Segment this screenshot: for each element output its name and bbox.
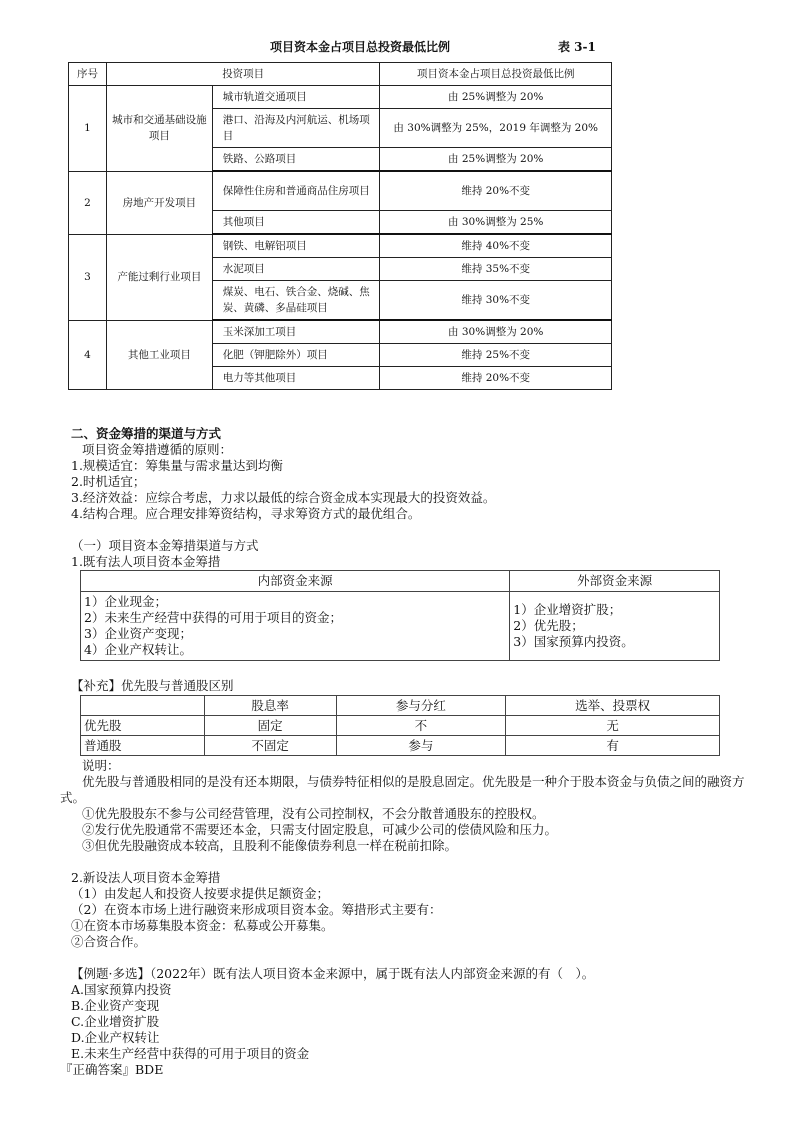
project-ratio: 维持 20%不变 xyxy=(380,171,612,211)
table-cell: 不固定 xyxy=(204,736,336,756)
note-label: 说明： xyxy=(82,758,120,773)
group-number: 4 xyxy=(69,320,107,390)
table-row xyxy=(81,716,720,736)
capital-ratio-table xyxy=(68,62,612,390)
new-entity-heading: 2.新设法人项目资本金筹措 xyxy=(71,870,221,885)
example-option: B.企业资产变现 xyxy=(71,998,160,1013)
table-row xyxy=(69,320,612,344)
project-ratio: 由 30%调整为 20% xyxy=(380,320,612,344)
header-dividend-rate: 股息率 xyxy=(204,696,336,716)
new-entity-line: （1）由发起人和投资人按要求提供足额资金； xyxy=(71,886,329,901)
example-option: D.企业产权转让 xyxy=(71,1030,160,1045)
header-seq: 序号 xyxy=(69,63,107,86)
group-category: 其他工业项目 xyxy=(106,320,212,390)
group-number: 1 xyxy=(69,86,107,172)
funding-source-table xyxy=(80,570,720,661)
project-item: 城市轨道交通项目 xyxy=(212,86,380,109)
principles-intro: 项目资金筹措遵循的原则： xyxy=(82,442,233,457)
example-answer: 『正确答案』BDE xyxy=(60,1062,164,1077)
table-row xyxy=(69,171,612,211)
table-header-row xyxy=(81,696,720,716)
list-item: 4）企业产权转让。 xyxy=(84,642,192,657)
note-text: 优先股与普通股相同的是没有还本期限，与债券特征相似的是股息固定。优先股是一种介于股本资金与负债之间的融资方 xyxy=(82,774,745,789)
preferred-vs-common-table xyxy=(80,695,720,756)
table-cell: 固定 xyxy=(204,716,336,736)
project-item: 煤炭、电石、铁合金、烧碱、焦炭、黄磷、多晶硅项目 xyxy=(212,281,380,321)
subsection-heading: （一）项目资本金筹措渠道与方式 xyxy=(71,538,259,553)
list-item: 1）企业现金； xyxy=(84,594,167,609)
table-3-1-number: 表 3-1 xyxy=(558,40,596,54)
group-category: 产能过剩行业项目 xyxy=(106,234,212,320)
project-item: 玉米深加工项目 xyxy=(212,320,380,344)
header-blank xyxy=(81,696,205,716)
external-sources-cell xyxy=(510,592,720,661)
principle-item: 1.规模适宜：筹集量与需求量达到均衡 xyxy=(71,458,283,473)
principle-item: 4.结构合理。应合理安排筹资结构，寻求筹资方式的最优组合。 xyxy=(71,506,421,521)
example-option: E.未来生产经营中获得的可用于项目的资金 xyxy=(71,1046,310,1061)
project-item: 港口、沿海及内河航运、机场项目 xyxy=(212,109,380,148)
header-voting-right: 选举、投票权 xyxy=(506,696,720,716)
header-internal: 内部资金来源 xyxy=(81,571,510,592)
principle-item: 2.时机适宜； xyxy=(71,474,146,489)
group-number: 2 xyxy=(69,171,107,234)
project-ratio: 由 30%调整为 25% xyxy=(380,211,612,235)
section-heading: 二、资金筹措的渠道与方式 xyxy=(71,426,222,441)
principle-item: 3.经济效益：应综合考虑，力求以最低的综合资金成本实现最大的投资效益。 xyxy=(71,490,496,505)
group-category: 城市和交通基础设施项目 xyxy=(106,86,212,172)
header-ratio: 项目资本金占项目总投资最低比例 xyxy=(380,63,612,86)
table-header-row xyxy=(81,571,720,592)
table-header-row xyxy=(69,63,612,86)
list-item: 3）国家预算内投资。 xyxy=(513,634,634,649)
table-cell: 有 xyxy=(506,736,720,756)
project-ratio: 维持 35%不变 xyxy=(380,258,612,281)
supplement-heading: 【补充】优先股与普通股区别 xyxy=(71,678,234,693)
project-ratio: 由 25%调整为 20% xyxy=(380,148,612,172)
note-point: ③但优先股融资成本较高，且股利不能像债券利息一样在税前扣除。 xyxy=(82,838,458,853)
list-item: 1）企业增资扩股； xyxy=(513,602,622,617)
project-ratio: 维持 25%不变 xyxy=(380,344,612,367)
note-point: ①优先股股东不参与公司经营管理，没有公司控制权，不会分散普通股东的控股权。 xyxy=(82,806,545,821)
project-ratio: 由 30%调整为 25%，2019 年调整为 20% xyxy=(380,109,612,148)
row-label: 普通股 xyxy=(81,736,205,756)
project-ratio: 维持 20%不变 xyxy=(380,367,612,390)
subsection-sub: 1.既有法人项目资本金筹措 xyxy=(71,554,221,569)
header-project: 投资项目 xyxy=(106,63,379,86)
table-row xyxy=(69,234,612,258)
group-number: 3 xyxy=(69,234,107,320)
project-item: 水泥项目 xyxy=(212,258,380,281)
header-profit-sharing: 参与分红 xyxy=(336,696,506,716)
new-entity-line: ②合资合作。 xyxy=(71,934,147,949)
table-3-1-title: 项目资本金占项目总投资最低比例 xyxy=(269,40,450,54)
list-item: 3）企业资产变现； xyxy=(84,626,192,641)
project-item: 其他项目 xyxy=(212,211,380,235)
table-row xyxy=(81,592,720,661)
project-item: 电力等其他项目 xyxy=(212,367,380,390)
new-entity-line: ①在资本市场募集股本资金：私募或公开募集。 xyxy=(71,918,334,933)
example-option: A.国家预算内投资 xyxy=(71,982,172,997)
header-external: 外部资金来源 xyxy=(510,571,720,592)
internal-sources-cell xyxy=(81,592,510,661)
group-category: 房地产开发项目 xyxy=(106,171,212,234)
project-ratio: 维持 30%不变 xyxy=(380,281,612,321)
project-ratio: 由 25%调整为 20% xyxy=(380,86,612,109)
table-row xyxy=(81,736,720,756)
new-entity-line: （2）在资本市场上进行融资来形成项目资本金。筹措形式主要有： xyxy=(71,902,442,917)
example-option: C.企业增资扩股 xyxy=(71,1014,160,1029)
list-item: 2）优先股； xyxy=(513,618,584,633)
row-label: 优先股 xyxy=(81,716,205,736)
project-item: 钢铁、电解铝项目 xyxy=(212,234,380,258)
project-item: 铁路、公路项目 xyxy=(212,148,380,172)
note-point: ②发行优先股通常不需要还本金，只需支付固定股息，可减少公司的偿债风险和压力。 xyxy=(82,822,558,837)
project-item: 保障性住房和普通商品住房项目 xyxy=(212,171,380,211)
example-question: 【例题·多选】（2022年）既有法人项目资本金来源中，属于既有法人内部资金来源的有（ ）。 xyxy=(71,966,595,981)
project-item: 化肥（钾肥除外）项目 xyxy=(212,344,380,367)
table-cell: 无 xyxy=(506,716,720,736)
table-row xyxy=(69,86,612,109)
table-3-1-caption xyxy=(0,38,800,58)
table-cell: 不 xyxy=(336,716,506,736)
table-cell: 参与 xyxy=(336,736,506,756)
project-ratio: 维持 40%不变 xyxy=(380,234,612,258)
list-item: 2）未来生产经营中获得的可用于项目的资金； xyxy=(84,610,342,625)
note-text-cont: 式。 xyxy=(60,790,86,805)
